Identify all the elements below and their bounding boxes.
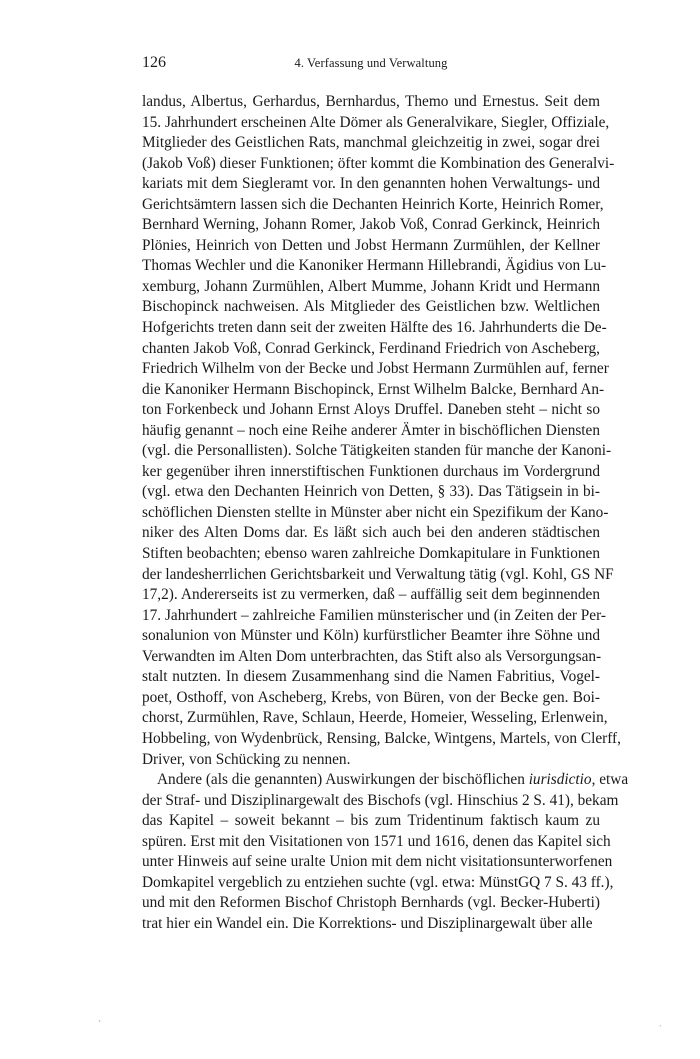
text-line: Mitglieder des Geistlichen Rats, manchmal gleichzeitig in zwei, sogar drei [142, 134, 600, 152]
text-line: Andere (als die genannten) Auswirkungen der bischöflichen iurisdictio, etwa [157, 771, 629, 789]
text-line: ker gegenüber ihren innerstiftischen Funktionen durchaus im Vordergrund [142, 462, 600, 480]
text-line: niker des Alten Doms dar. Es läßt sich auch bei den anderen städtischen [142, 524, 600, 542]
paragraph [142, 92, 621, 770]
text-line: schöflichen Diensten stellte in Münster aber nicht ein Spezifikum der Kano- [142, 503, 609, 521]
text-line: Bischopinck nachweisen. Als Mitglieder des Geistlichen bzw. Weltlichen [142, 298, 600, 316]
margin-mark-right: ˑ [659, 1022, 662, 1032]
text-line: (vgl. die Personallisten). Solche Tätigkeiten standen für manche der Kanoni- [142, 442, 612, 460]
text-line: Hofgerichts treten dann seit der zweiten Hälfte des 16. Jahrhunderts die De- [142, 319, 607, 337]
body-text [142, 92, 629, 934]
text-line: chanten Jakob Voß, Conrad Gerkinck, Ferdinand Friedrich von Ascheberg, [142, 339, 600, 357]
text-line: landus, Albertus, Gerhardus, Bernhardus, Themo und Ernestus. Seit dem [142, 93, 600, 110]
running-head: 4. Verfassung und Verwaltung [294, 56, 448, 70]
text-line: (vgl. etwa den Dechanten Heinrich von Detten, § 33). Das Tätigsein in bi- [142, 483, 600, 501]
page-header [142, 54, 600, 76]
text-line: poet, Osthoff, von Ascheberg, Krebs, von Büren, von der Becke gen. Boi- [142, 688, 600, 706]
text-line: xemburg, Johann Zurmühlen, Albert Mumme, Johann Kridt und Hermann [142, 277, 600, 295]
text-line: 15. Jahrhundert erscheinen Alte Dömer als Generalvikare, Siegler, Offiziale, [142, 113, 610, 131]
text-line: Domkapitel vergeblich zu entziehen suchte (vgl. etwa: MünstGQ 7 S. 43 ff.), [142, 873, 614, 891]
text-line: Stiften beobachten; ebenso waren zahlreiche Domkapitulare in Funktionen [142, 545, 600, 563]
text-line: Friedrich Wilhelm von der Becke und Jobst Hermann Zurmühlen auf, ferner [142, 360, 609, 378]
text-line: trat hier ein Wandel ein. Die Korrektions- und Disziplinargewalt über alle [142, 914, 593, 932]
text-line: Verwandten im Alten Dom unterbrachten, das Stift also als Versorgungsan- [142, 647, 602, 665]
text-line: stalt nutzten. In diesem Zusammenhang sind die Namen Fabritius, Vogel- [142, 668, 600, 686]
text-line: häufig genannt – noch eine Reihe anderer Ämter in bischöflichen Diensten [142, 421, 600, 439]
text-line: der Straf- und Disziplinargewalt des Bischofs (vgl. Hinschius 2 S. 41), bekam [142, 791, 619, 809]
text-line: 17,2). Andererseits ist zu vermerken, daß – auffällig seit dem beginnenden [142, 586, 600, 604]
text-line: (Jakob Voß) dieser Funktionen; öfter kommt die Kombination des Generalvi- [142, 154, 615, 172]
text-line: und mit den Reformen Bischof Christoph Bernhards (vgl. Becker-Huberti) [142, 894, 600, 912]
text-line: 17. Jahrhundert – zahlreiche Familien münsterischer und (in Zeiten der Per- [142, 606, 606, 624]
text-line: Driver, von Schücking zu nennen. [142, 750, 351, 768]
margin-mark-left: ˏ [98, 1012, 101, 1022]
text-line: Thomas Wechler und die Kanoniker Hermann Hillebrandi, Ägidius von Lu- [142, 257, 607, 275]
text-line: kariats mit dem Siegleramt vor. In den genannten hohen Verwaltungs- und [142, 175, 600, 193]
text-line: Plönies, Heinrich von Detten und Jobst Hermann Zurmühlen, der Kellner [142, 236, 600, 254]
text-line: der landesherrlichen Gerichtsbarkeit und Verwaltung tätig (vgl. Kohl, GS NF [142, 565, 614, 583]
text-line: Gerichtsämtern lassen sich die Dechanten Heinrich Korte, Heinrich Romer, [142, 195, 604, 213]
text-line: spüren. Erst mit den Visitationen von 1571 und 1616, denen das Kapitel sich [142, 832, 611, 850]
text-line: Bernhard Werning, Johann Romer, Jakob Voß, Conrad Gerkinck, Heinrich [142, 216, 600, 234]
text-line: chorst, Zurmühlen, Rave, Schlaun, Heerde, Homeier, Wesseling, Erlenwein, [142, 709, 608, 727]
paragraph [142, 770, 629, 934]
text-line: Hobbeling, von Wydenbrück, Rensing, Balcke, Wintgens, Martels, von Clerff, [142, 729, 621, 747]
text-line: ton Forkenbeck und Johann Ernst Aloys Druffel. Daneben steht – nicht so [142, 401, 600, 419]
text-line: die Kanoniker Hermann Bischopinck, Ernst Wilhelm Balcke, Bernhard An- [142, 380, 605, 398]
text-line: unter Hinweis auf seine uralte Union mit dem nicht visitationsunterworfenen [142, 853, 613, 871]
text-line: sonalunion von Münster und Köln) kurfürstlicher Beamter ihre Söhne und [142, 627, 600, 645]
page-number: 126 [142, 54, 166, 71]
text-line: das Kapitel – soweit bekannt – bis zum Tridentinum faktisch kaum zu [142, 812, 600, 830]
